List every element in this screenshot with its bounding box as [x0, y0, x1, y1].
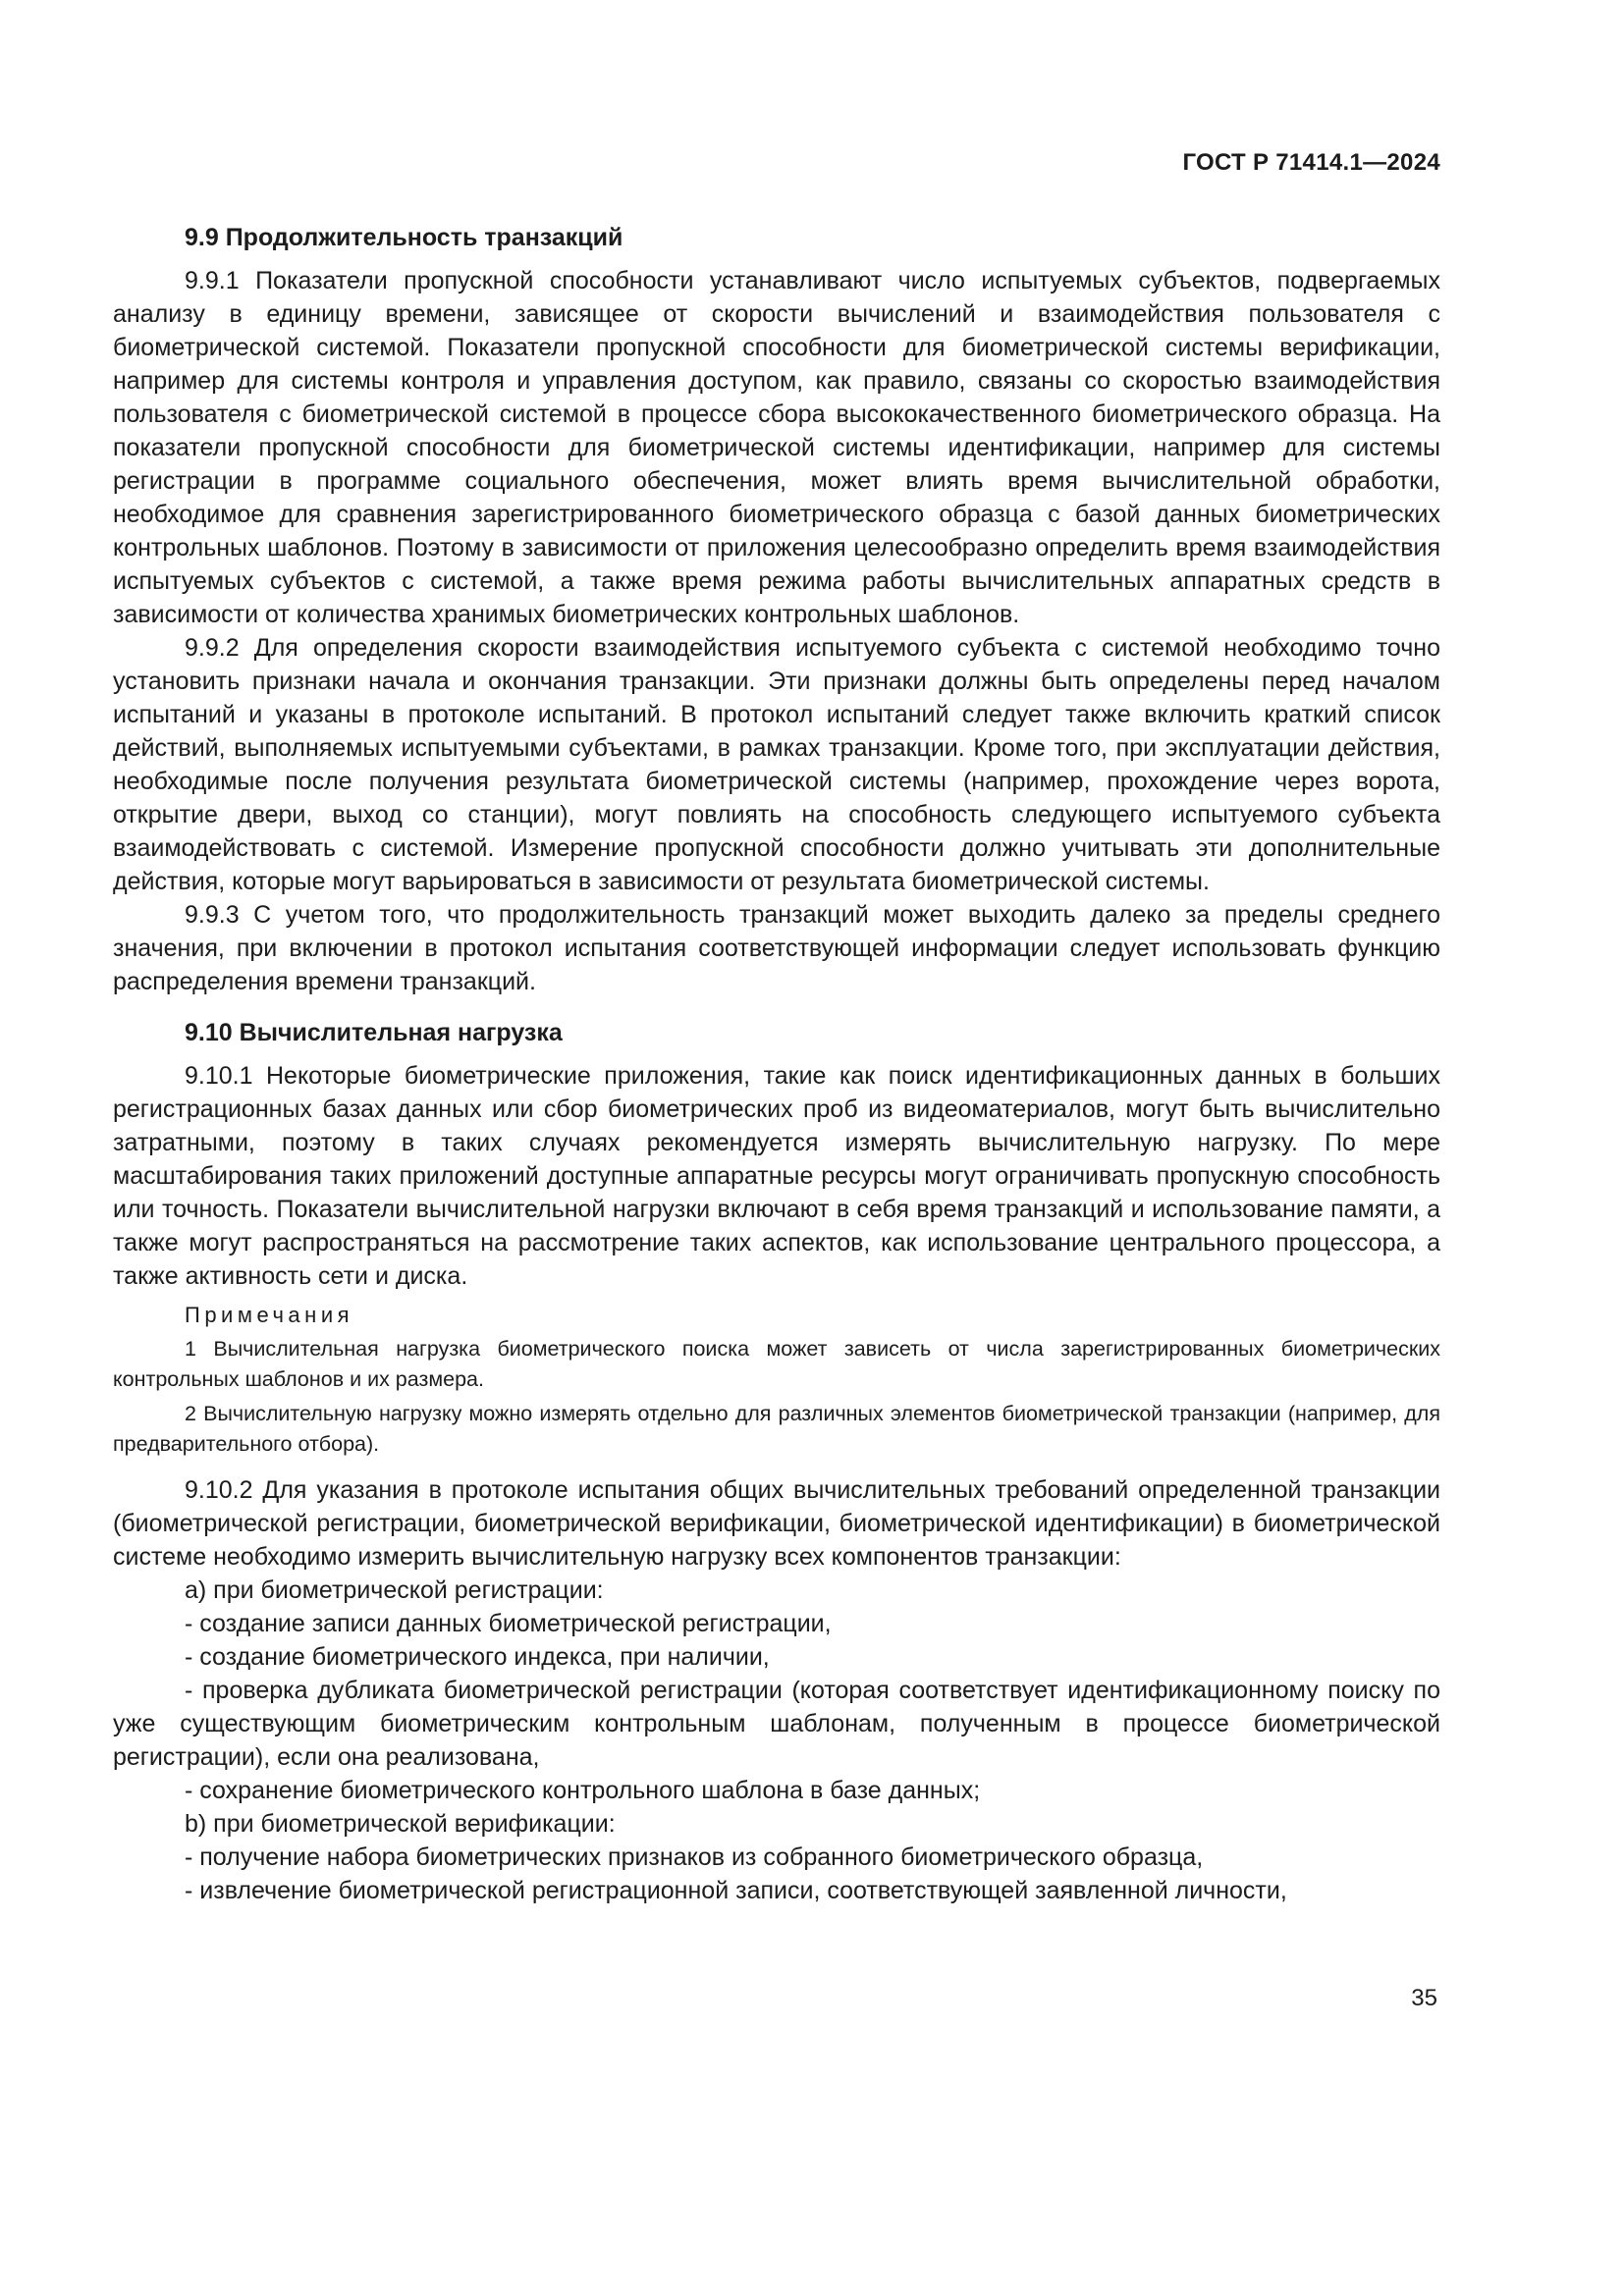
paragraph-9-10-2: 9.10.2 Для указания в протоколе испытания общих вычислительных требований определенной транзакции (биометрической регистрации, биометрической верификации, биометрической идентификации) в биометрической системе необходимо измерить вычислительную нагрузку всех компонентов транзакции: — [113, 1476, 1440, 1571]
section-gap — [113, 998, 1440, 1016]
list-item: а) при биометрической регистрации: — [185, 1576, 604, 1604]
list-item: - получение набора биометрических признаков из собранного биометрического образца, — [185, 1843, 1204, 1871]
list-item: - создание записи данных биометрической регистрации, — [185, 1610, 832, 1637]
list-item: - сохранение биометрического контрольного шаблона в базе данных; — [185, 1777, 981, 1804]
list-item: - извлечение биометрической регистрационной записи, соответствующей заявленной личности, — [185, 1877, 1287, 1904]
notes-gap — [113, 1464, 1440, 1473]
note-2: 2 Вычислительную нагрузку можно измерять отдельно для различных элементов биометрической транзакции (например, для предварительного отбора). — [113, 1402, 1440, 1456]
list-item: - проверка дубликата биометрической регистрации (которая соответствует идентификационному поиску по уже существующим биометрическим контрольным шаблонам, полученным в процессе биометрической регистрации), если она реализована, — [113, 1677, 1440, 1771]
paragraph-9-9-2: 9.9.2 Для определения скорости взаимодействия испытуемого субъекта с системой необходимо точно установить признаки начала и окончания транзакции. Эти признаки должны быть определены перед началом испытаний и указаны в протоколе испытаний. В протокол испытаний следует также включить краткий список действий, выполняемых испытуемыми субъектами, в рамках транзакции. Кроме того, при эксплуатации действия, необходимые после получения результата биометрической системы (например, прохождение через ворота, открытие двери, выход со станции), могут повлиять на способность следующего испытуемого субъекта взаимодействовать с системой. Измерение пропускной способности должно учитывать эти дополнительные действия, которые могут варьироваться в зависимости от результата биометрической системы. — [113, 634, 1440, 895]
page-number: 35 — [1411, 1985, 1437, 2011]
notes-title: Примечания — [185, 1303, 354, 1327]
section-heading-9-10: 9.10 Вычислительная нагрузка — [185, 1019, 563, 1046]
standard-header: ГОСТ Р 71414.1—2024 — [1182, 149, 1440, 176]
paragraph-9-9-1: 9.9.1 Показатели пропускной способности устанавливают число испытуемых субъектов, подвергаемых анализу в единицу времени, зависящее от скорости вычислений и взаимодействия пользователя с биометрической системой. Показатели пропускной способности для биометрической системы верификации, например для системы контроля и управления доступом, как правило, связаны со скоростью взаимодействия пользователя с биометрической системой в процессе сбора высококачественного биометрического образца. На показатели пропускной способности для биометрической системы идентификации, например для системы регистрации в программе социального обеспечения, может влиять время вычислительной обработки, необходимое для сравнения зарегистрированного биометрического образца с базой данных биометрических контрольных шаблонов. Поэтому в зависимости от приложения целесообразно определить время взаимодействия испытуемых субъектов с системой, а также время режима работы вычислительных аппаратных средств в зависимости от количества хранимых биометрических контрольных шаблонов. — [113, 267, 1440, 628]
paragraph-9-9-3: 9.9.3 С учетом того, что продолжительность транзакций может выходить далеко за пределы среднего значения, при включении в протокол испытания соответствующей информации следует использовать функцию распределения времени транзакций. — [113, 901, 1440, 995]
note-1: 1 Вычислительная нагрузка биометрического поиска может зависеть от числа зарегистрированных биометрических контрольных шаблонов и их размера. — [113, 1337, 1440, 1391]
list-item: - создание биометрического индекса, при наличии, — [185, 1643, 770, 1671]
paragraph-9-10-1: 9.10.1 Некоторые биометрические приложения, такие как поиск идентификационных данных в больших регистрационных базах данных или сбор биометрических проб из видеоматериалов, могут быть вычислительно затратными, поэтому в таких случаях рекомендуется измерять вычислительную нагрузку. По мере масштабирования таких приложений доступные аппаратные ресурсы могут ограничивать пропускную способность или точность. Показатели вычислительной нагрузки включают в себя время транзакций и использование памяти, а также могут распространяться на рассмотрение таких аспектов, как использование центрального процессора, а также активность сети и диска. — [113, 1062, 1440, 1290]
section-heading-9-9: 9.9 Продолжительность транзакций — [185, 224, 623, 251]
page-content — [113, 221, 1440, 1907]
list-item: b) при биометрической верификации: — [185, 1810, 616, 1838]
